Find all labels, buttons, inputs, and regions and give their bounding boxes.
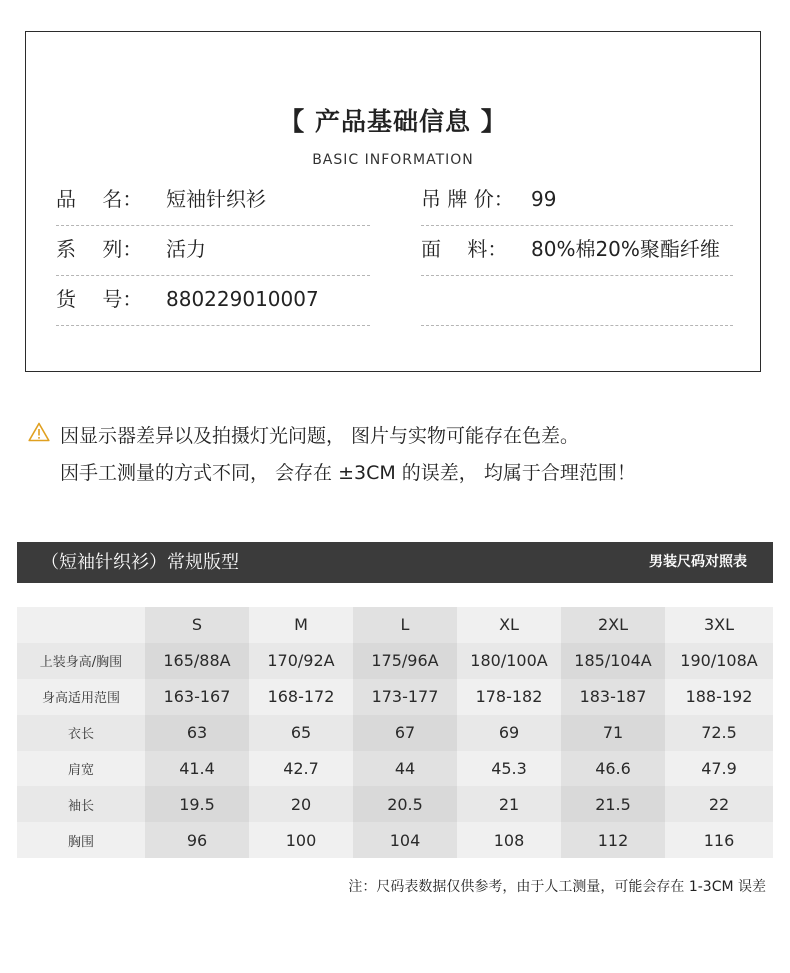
table-row xyxy=(17,679,773,715)
table-cell: 19.5 xyxy=(145,786,249,822)
table-cell: 71 xyxy=(561,715,665,751)
table-cell: 45.3 xyxy=(457,751,561,787)
field-empty xyxy=(421,276,733,326)
size-header-cell: S xyxy=(145,607,249,643)
table-cell: 178-182 xyxy=(457,679,561,715)
table-cell: 96 xyxy=(145,822,249,858)
table-cell: 100 xyxy=(249,822,353,858)
table-cell: 20 xyxy=(249,786,353,822)
table-cell: 165/88A xyxy=(145,643,249,679)
table-cell: 112 xyxy=(561,822,665,858)
size-header-cell: XL xyxy=(457,607,561,643)
field-tag-price xyxy=(421,176,733,226)
table-corner-cell xyxy=(17,607,145,643)
field-value: 99 xyxy=(531,187,557,211)
field-label: 面 料： xyxy=(421,237,508,261)
table-cell: 42.7 xyxy=(249,751,353,787)
table-cell: 190/108A xyxy=(665,643,773,679)
table-row xyxy=(17,715,773,751)
row-label: 肩宽 xyxy=(17,751,145,787)
field-label: 品 名： xyxy=(56,187,143,211)
table-cell: 65 xyxy=(249,715,353,751)
warning-icon xyxy=(28,422,50,442)
row-label: 胸围 xyxy=(17,822,145,858)
table-cell: 170/92A xyxy=(249,643,353,679)
table-cell: 116 xyxy=(665,822,773,858)
table-cell: 21.5 xyxy=(561,786,665,822)
size-chart-type: 男装尺码对照表 xyxy=(649,554,747,570)
info-subtitle: BASIC INFORMATION xyxy=(312,152,474,168)
table-row xyxy=(17,822,773,858)
row-label: 身高适用范围 xyxy=(17,679,145,715)
size-header-cell: L xyxy=(353,607,457,643)
info-title: 【 产品基础信息 】 xyxy=(279,107,507,136)
size-header-cell: 2XL xyxy=(561,607,665,643)
table-cell: 168-172 xyxy=(249,679,353,715)
table-cell: 185/104A xyxy=(561,643,665,679)
row-label: 上装身高/胸围 xyxy=(17,643,145,679)
size-header-cell: M xyxy=(249,607,353,643)
table-header-row xyxy=(17,607,773,643)
notice-line-1: 因显示器差异以及拍摄灯光问题， 图片与实物可能存在色差。 xyxy=(60,425,580,447)
field-fabric xyxy=(421,226,733,276)
table-cell: 183-187 xyxy=(561,679,665,715)
table-cell: 67 xyxy=(353,715,457,751)
table-cell: 173-177 xyxy=(353,679,457,715)
field-label: 吊 牌 价： xyxy=(421,187,514,211)
table-cell: 188-192 xyxy=(665,679,773,715)
row-label: 衣长 xyxy=(17,715,145,751)
table-cell: 104 xyxy=(353,822,457,858)
table-cell: 69 xyxy=(457,715,561,751)
field-label: 货 号： xyxy=(56,287,143,311)
table-cell: 72.5 xyxy=(665,715,773,751)
size-table xyxy=(17,607,773,858)
size-header-cell: 3XL xyxy=(665,607,773,643)
size-chart-header xyxy=(17,542,773,583)
table-cell: 163-167 xyxy=(145,679,249,715)
table-cell: 22 xyxy=(665,786,773,822)
table-cell: 46.6 xyxy=(561,751,665,787)
table-cell: 180/100A xyxy=(457,643,561,679)
table-cell: 41.4 xyxy=(145,751,249,787)
field-product-name xyxy=(56,176,370,226)
notice-line-2: 因手工测量的方式不同， 会存在 ±3CM 的误差， 均属于合理范围！ xyxy=(60,462,636,484)
table-row xyxy=(17,786,773,822)
size-chart-title: （短袖针织衫）常规版型 xyxy=(41,552,239,573)
table-cell: 21 xyxy=(457,786,561,822)
field-value: 880229010007 xyxy=(166,287,319,311)
product-info-box xyxy=(25,31,761,372)
size-chart-footnote: 注：尺码表数据仅供参考，由于人工测量，可能会存在 1-3CM 误差 xyxy=(348,879,766,895)
table-cell: 63 xyxy=(145,715,249,751)
row-label: 袖长 xyxy=(17,786,145,822)
table-cell: 20.5 xyxy=(353,786,457,822)
field-value: 活力 xyxy=(166,237,206,261)
field-item-number xyxy=(56,276,370,326)
table-cell: 44 xyxy=(353,751,457,787)
table-cell: 108 xyxy=(457,822,561,858)
table-cell: 47.9 xyxy=(665,751,773,787)
table-cell: 175/96A xyxy=(353,643,457,679)
field-value: 80%棉20%聚酯纤维 xyxy=(531,237,720,261)
table-row xyxy=(17,751,773,787)
field-value: 短袖针织衫 xyxy=(166,187,266,211)
field-series xyxy=(56,226,370,276)
field-label: 系 列： xyxy=(56,237,143,261)
table-row xyxy=(17,643,773,679)
